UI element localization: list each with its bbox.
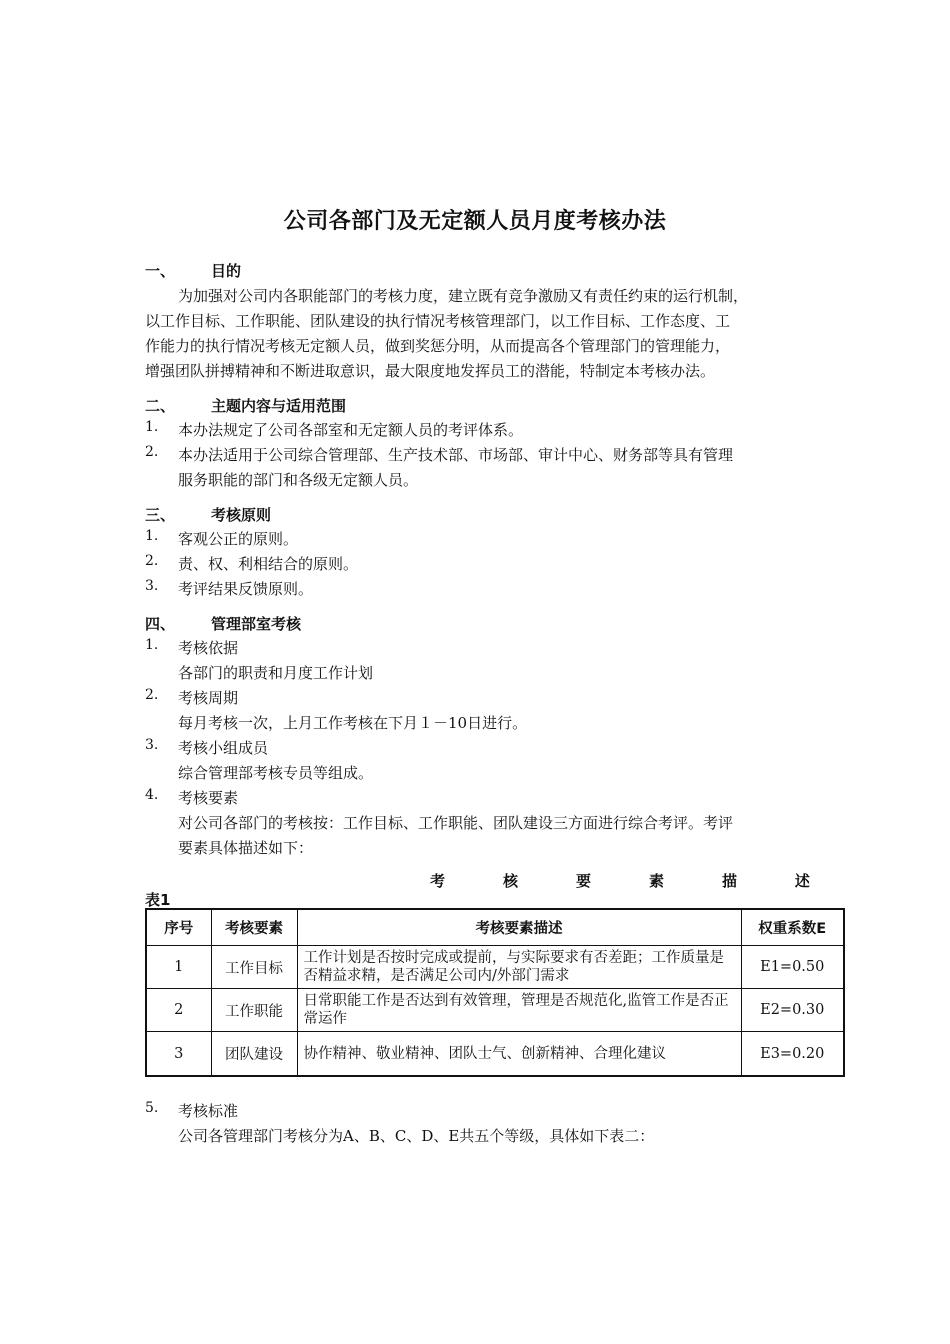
table-label: 表1 <box>145 891 171 909</box>
list-number: 1. <box>145 419 159 435</box>
cell-no: 2 <box>146 989 211 1032</box>
table-caption-char: 描 <box>721 872 737 890</box>
list-item-continuation: 服务职能的部门和各级无定额人员。 <box>178 471 419 489</box>
list-item: 考评结果反馈原则。 <box>178 580 314 598</box>
section-3-title: 考核原则 <box>211 506 272 524</box>
cell-no: 1 <box>146 946 211 989</box>
header-description: 考核要素描述 <box>297 909 741 946</box>
table-caption-char: 核 <box>502 872 518 890</box>
section-4-number: 四、 <box>145 615 176 633</box>
section-2-number: 二、 <box>145 397 176 415</box>
section-3-number: 三、 <box>145 506 176 524</box>
list-item: 责、权、利相结合的原则。 <box>178 555 359 573</box>
cell-no: 3 <box>146 1032 211 1077</box>
header-factor: 考核要素 <box>211 909 297 946</box>
section-1-line: 增强团队拼搏精神和不断进取意识，最大限度地发挥员工的潜能，特制定本考核办法。 <box>145 362 716 380</box>
section-1-line: 作能力的执行情况考核无定额人员，做到奖惩分明，从而提高各个管理部门的管理能力， <box>145 337 731 355</box>
section-1-line: 以工作目标、工作职能、团队建设的执行情况考核管理部门，以工作目标、工作态度、工 <box>145 312 731 330</box>
assessment-factors-table <box>145 908 845 1077</box>
cell-description: 协作精神、敬业精神、团队士气、创新精神、合理化建议 <box>297 1032 741 1077</box>
list-item-body: 要素具体描述如下： <box>178 839 314 857</box>
cell-factor: 工作目标 <box>211 946 297 989</box>
list-item-body: 每月考核一次，上月工作考核在下月１－10日进行。 <box>178 714 528 732</box>
list-number: 2. <box>145 553 159 569</box>
list-number: 5. <box>145 1100 159 1116</box>
table-caption <box>430 870 810 891</box>
list-item-body: 各部门的职责和月度工作计划 <box>178 664 374 682</box>
cell-description: 工作计划是否按时完成或提前，与实际要求有否差距；工作质量是否精益求精，是否满足公司内/外部门需求 <box>297 946 741 989</box>
table-row <box>146 946 844 989</box>
cell-factor: 团队建设 <box>211 1032 297 1077</box>
list-number: 2. <box>145 687 159 703</box>
cell-factor: 工作职能 <box>211 989 297 1032</box>
list-item: 本办法规定了公司各部室和无定额人员的考评体系。 <box>178 421 524 439</box>
section-4-title: 管理部室考核 <box>211 615 302 633</box>
document-title: 公司各部门及无定额人员月度考核办法 <box>283 209 667 234</box>
table-header-row <box>146 909 844 946</box>
list-item-heading: 考核周期 <box>178 689 239 707</box>
list-number: 1. <box>145 528 159 544</box>
list-item-body: 综合管理部考核专员等组成。 <box>178 764 374 782</box>
section-1-title: 目的 <box>211 262 242 280</box>
cell-weight: E2=0.30 <box>741 989 844 1032</box>
list-item-heading: 考核要素 <box>178 789 239 807</box>
header-no: 序号 <box>146 909 211 946</box>
list-number: 2. <box>145 444 159 460</box>
list-item-heading: 考核依据 <box>178 639 239 657</box>
table-caption-char: 述 <box>794 872 810 890</box>
cell-description: 日常职能工作是否达到有效管理，管理是否规范化,监管工作是否正常运作 <box>297 989 741 1032</box>
cell-weight: E3=0.20 <box>741 1032 844 1077</box>
list-item: 客观公正的原则。 <box>178 530 299 548</box>
list-item-body: 公司各管理部门考核分为A、B、C、D、E共五个等级，具体如下表二： <box>178 1127 655 1145</box>
table-caption-char: 考 <box>430 872 446 890</box>
list-item-body: 对公司各部门的考核按：工作目标、工作职能、团队建设三方面进行综合考评。考评 <box>178 814 734 832</box>
list-number: 3. <box>145 737 159 753</box>
list-item: 本办法适用于公司综合管理部、生产技术部、市场部、审计中心、财务部等具有管理 <box>178 446 734 464</box>
table-caption-char: 素 <box>648 872 664 890</box>
header-weight: 权重系数E <box>741 909 844 946</box>
list-number: 1. <box>145 637 159 653</box>
list-number: 3. <box>145 578 159 594</box>
table-caption-char: 要 <box>575 872 591 890</box>
table-row <box>146 1032 844 1077</box>
section-2-title: 主题内容与适用范围 <box>211 397 347 415</box>
table-row <box>146 989 844 1032</box>
cell-weight: E1=0.50 <box>741 946 844 989</box>
section-1-number: 一、 <box>145 262 176 280</box>
section-1-line: 为加强对公司内各职能部门的考核力度，建立既有竞争激励又有责任约束的运行机制， <box>178 287 749 305</box>
list-number: 4. <box>145 787 159 803</box>
list-item-heading: 考核标准 <box>178 1102 239 1120</box>
list-item-heading: 考核小组成员 <box>178 739 269 757</box>
